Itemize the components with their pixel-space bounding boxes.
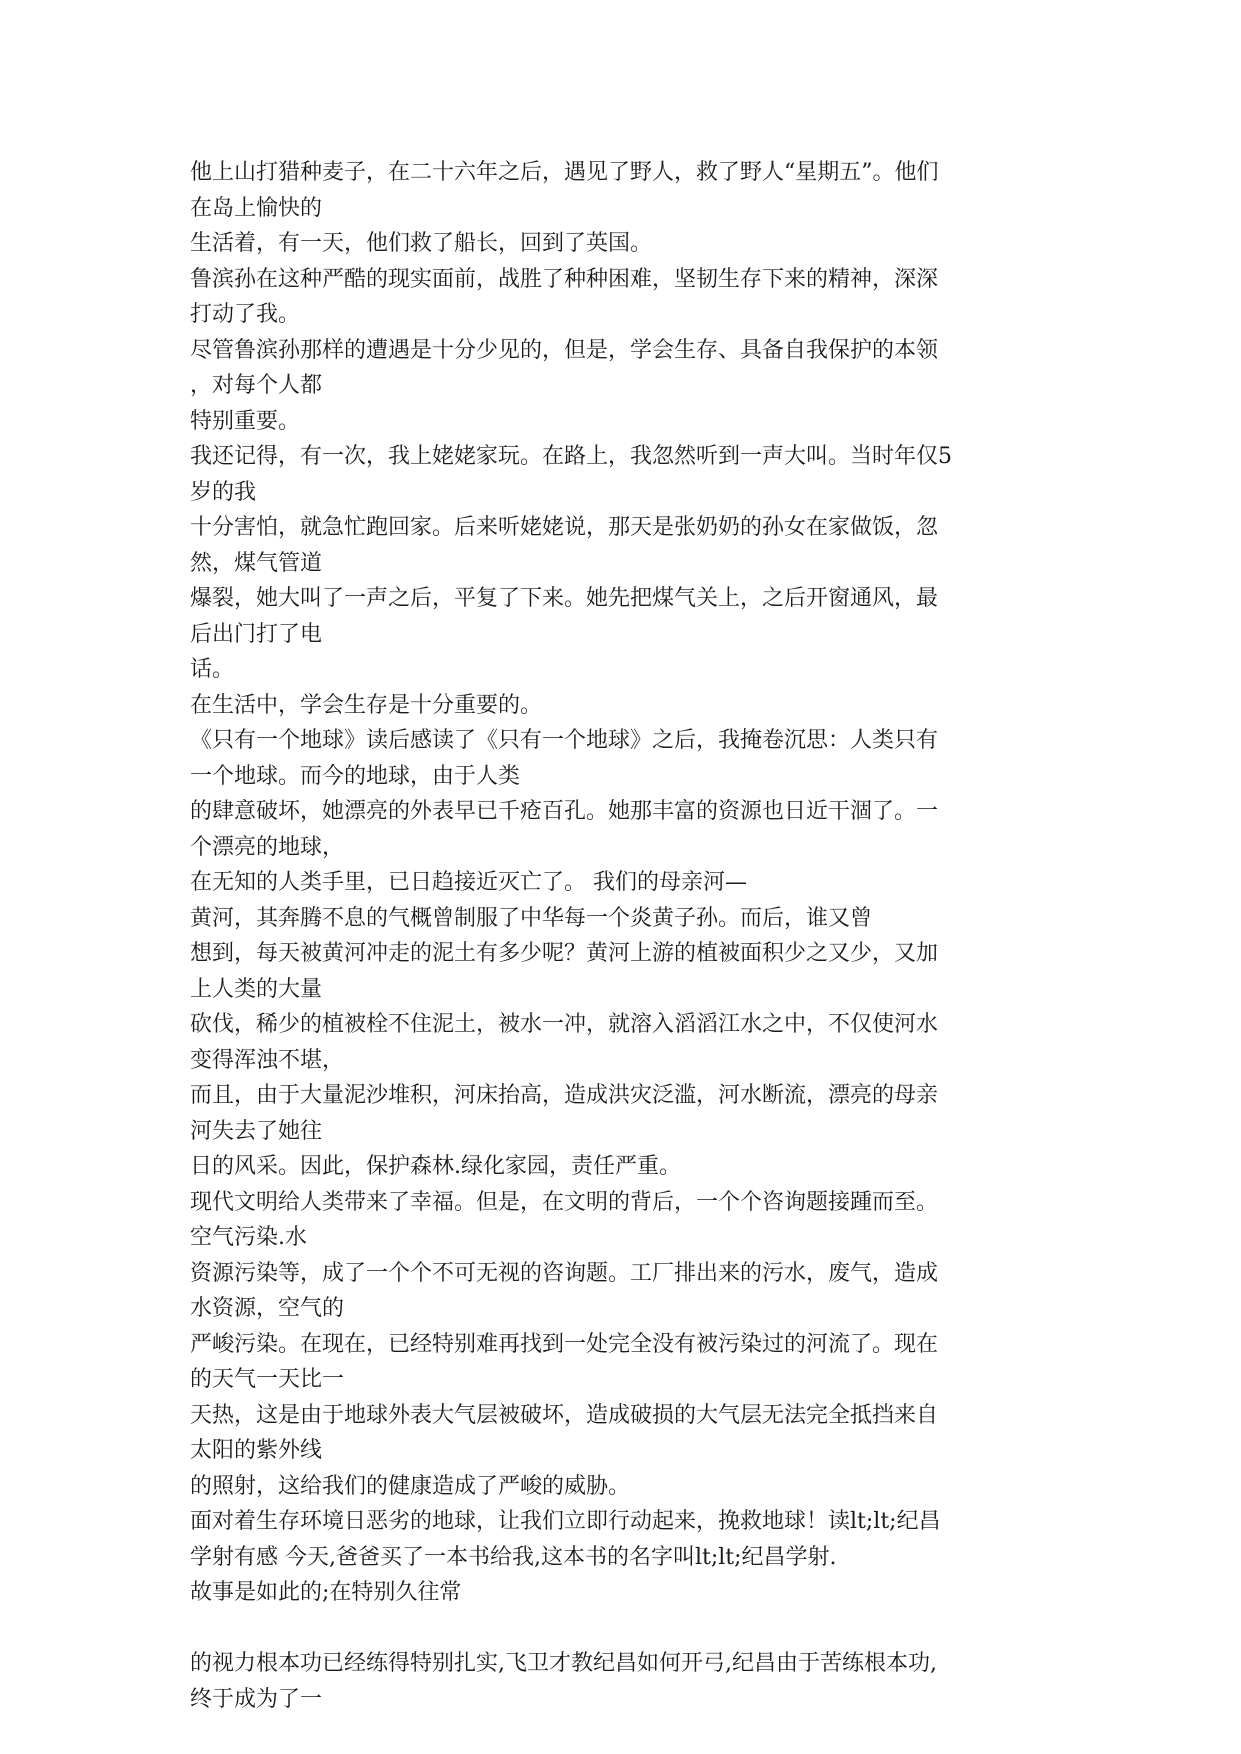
text-line: 十分害怕，就急忙跑回家。后来听姥姥说，那天是张奶奶的孙女在家做饭，忽 (190, 515, 939, 540)
text-line: 现代文明给人类带来了幸福。但是，在文明的背后，一个个咨询题接踵而至。 (190, 1189, 939, 1215)
text-line: 面对着生存环境日恶劣的地球，让我们立即行动起来，挽救地球！读lt;lt;纪昌 (190, 1509, 941, 1534)
text-line: 他上山打猎种麦子，在二十六年之后，遇见了野人，救了野人“星期五”。他们 (190, 160, 939, 185)
text-line: 终于成为了一 (190, 1686, 323, 1712)
text-line: 的照射，这给我们的健康造成了严峻的威胁。 (190, 1473, 631, 1499)
text-line: 想到，每天被黄河冲走的泥土有多少呢？黄河上游的植被面积少之又少，又加 (190, 941, 939, 966)
text-line: 生活着，有一天，他们救了船长，回到了英国。 (190, 231, 653, 256)
text-line: 而且，由于大量泥沙堆积，河床抬高，造成洪灾泛滥，河水断流，漂亮的母亲 (190, 1083, 939, 1108)
text-line: 的肆意破坏，她漂亮的外表早已千疮百孔。她那丰富的资源也日近干涸了。一 (190, 799, 939, 824)
text-line: 天热，这是由于地球外表大气层被破坏，造成破损的大气层无法完全抵挡来自 (190, 1402, 939, 1428)
text-line: 然，煤气管道 (190, 550, 323, 576)
text-line: 尽管鲁滨孙那样的遭遇是十分少见的，但是，学会生存、具备自我保护的本领 (190, 337, 939, 363)
text-line: 严峻污染。在现在，已经特别难再找到一处完全没有被污染过的河流了。现在 (190, 1331, 939, 1357)
body-text (190, 155, 1070, 1717)
text-line: 砍伐，稀少的植被栓不住泥土，被水一冲，就溶入滔滔江水之中，不仅使河水 (190, 1012, 939, 1037)
text-line: 黄河，其奔腾不息的气概曾制服了中华每一个炎黄子孙。而后，谁又曾 (190, 905, 873, 931)
text-line: 《只有一个地球》读后感读了《只有一个地球》之后，我掩卷沉思：人类只有 (190, 728, 939, 753)
text-line: 上人类的大量 (190, 976, 323, 1002)
text-line: 故事是如此的;在特别久往常 (190, 1580, 462, 1605)
text-line: 话。 (190, 657, 235, 682)
text-line: 太阳的紫外线 (190, 1438, 323, 1463)
text-line: 的天气一天比一 (190, 1367, 345, 1392)
text-line: 在生活中，学会生存是十分重要的。 (190, 692, 543, 718)
text-line: 特别重要。 (190, 408, 301, 434)
text-line: 学射有感 今天,爸爸买了一本书给我,这本书的名字叫lt;lt;纪昌学射. (190, 1544, 837, 1570)
text-line: 在岛上愉快的 (190, 195, 323, 221)
text-line: 在无知的人类手里，已日趋接近灭亡了。 我们的母亲河— (190, 870, 747, 895)
text-line: 变得浑浊不堪， (190, 1047, 345, 1073)
text-line: 一个地球。而今的地球，由于人类 (190, 763, 521, 789)
text-line: 鲁滨孙在这种严酷的现实面前，战胜了种种困难，坚韧生存下来的精神，深深 (190, 266, 939, 292)
text-line: 日的风采。因此，保护森林.绿化家园，责任严重。 (190, 1154, 681, 1179)
text-line: 资源污染等，成了一个个不可无视的咨询题。工厂排出来的污水，废气，造成 (190, 1260, 939, 1286)
text-line: 的视力根本功已经练得特别扎实,飞卫才教纪昌如何开弓,纪昌由于苦练根本功, (190, 1651, 937, 1676)
text-line: ，对每个人都 (190, 373, 323, 398)
text-line: 河失去了她往 (190, 1118, 323, 1144)
text-line: 爆裂，她大叫了一声之后，平复了下来。她先把煤气关上，之后开窗通风，最 (190, 586, 939, 611)
text-line: 我还记得，有一次，我上姥姥家玩。在路上，我忽然听到一声大叫。当时年仅5 (190, 444, 952, 469)
text-line: 打动了我。 (190, 302, 301, 327)
blank-line (190, 1611, 1070, 1647)
text-line: 水资源，空气的 (190, 1296, 345, 1321)
text-line: 后出门打了电 (190, 621, 323, 647)
text-line: 个漂亮的地球， (190, 834, 345, 860)
text-line: 空气污染.水 (190, 1225, 307, 1250)
text-line: 岁的我 (190, 479, 257, 505)
